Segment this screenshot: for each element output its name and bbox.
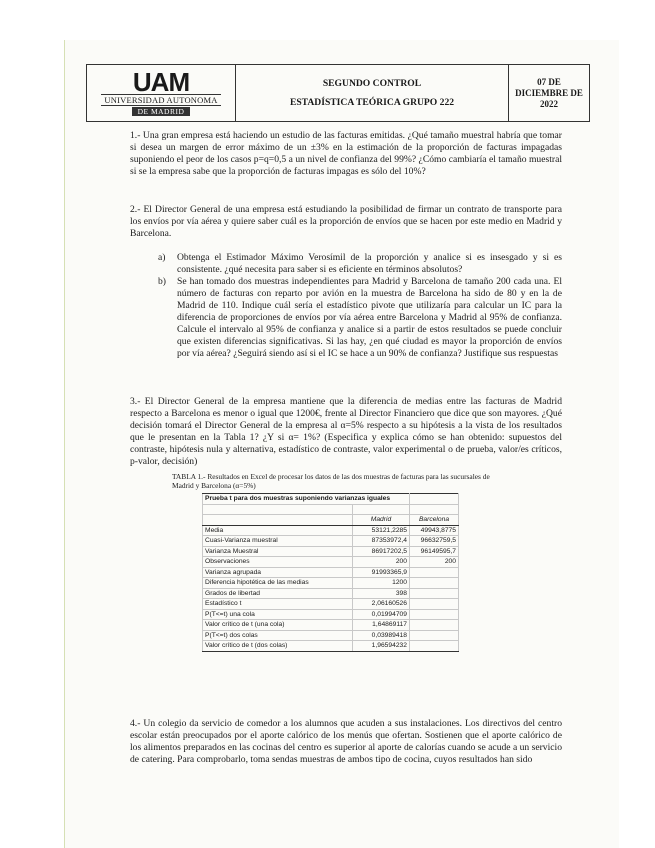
row-label: Grados de libertad bbox=[203, 588, 353, 599]
barcelona-value bbox=[410, 588, 459, 599]
barcelona-value: 49943,8775 bbox=[410, 525, 459, 536]
madrid-value: 53121,2285 bbox=[353, 525, 410, 536]
question-1 bbox=[130, 130, 562, 178]
column-header-barcelona: Barcelona bbox=[410, 515, 459, 526]
table-row bbox=[203, 641, 459, 652]
madrid-value: 200 bbox=[353, 557, 410, 568]
row-label: P(T<=t) una cola bbox=[203, 609, 353, 620]
barcelona-value bbox=[410, 599, 459, 610]
table-row bbox=[203, 599, 459, 610]
t-test-table bbox=[202, 493, 459, 652]
table-row bbox=[203, 588, 459, 599]
question-2a-text: Obtenga el Estimador Máximo Verosímil de la proporción y analice si es insesgado y si es consistente. ¿qué necesita para saber si es eficiente en términos absolutos? bbox=[177, 252, 562, 275]
question-4-text: 4.- Un colegio da servicio de comedor a los alumnos que acuden a sus instalaciones. Los directivos del centro escolar están preocupados por el aporte calórico de los menús que ofertan. Sostienen que el aporte calórico de los alimentos preparados en las cocinas del centro es superior al aporte de calorías cuando se acude a un servicio de catering. Para comprobarlo, toma sendas muestras de ambos tipo de cocina, cuyos resultados han sido bbox=[130, 718, 562, 765]
question-3 bbox=[130, 396, 562, 468]
row-label: Diferencia hipotética de las medias bbox=[203, 578, 353, 589]
table-caption: TABLA 1.- Resultados en Excel de procesar los datos de las dos muestras de facturas para las sucursales de Madrid y Barcelona (α=5%) bbox=[172, 472, 490, 490]
university-logo bbox=[87, 65, 236, 121]
madrid-value: 398 bbox=[353, 588, 410, 599]
table-row bbox=[203, 567, 459, 578]
madrid-value: 2,06160526 bbox=[353, 599, 410, 610]
madrid-value: 91993365,9 bbox=[353, 567, 410, 578]
date-line1: 07 DE bbox=[537, 76, 561, 87]
table-blank-cell bbox=[353, 504, 410, 515]
table-row bbox=[203, 578, 459, 589]
barcelona-value: 96149595,7 bbox=[410, 546, 459, 557]
barcelona-value: 200 bbox=[410, 557, 459, 568]
madrid-value: 1,96594232 bbox=[353, 641, 410, 652]
barcelona-value bbox=[410, 620, 459, 631]
uam-logo-mark: UAM bbox=[132, 66, 190, 97]
row-label: Media bbox=[203, 525, 353, 536]
row-label: Varianza Muestral bbox=[203, 546, 353, 557]
barcelona-value bbox=[410, 641, 459, 652]
table-row bbox=[203, 620, 459, 631]
question-2b bbox=[158, 276, 562, 360]
university-name: UNIVERSIDAD AUTONOMA bbox=[101, 94, 220, 106]
question-1-text: 1.- Una gran empresa está haciendo un estudio de las facturas emitidas. ¿Qué tamaño muestral habría que tomar si desea un margen de error máximo de un ±3% en la estimación de la proporción de facturas impagadas suponiendo el peor de los casos p=q=0,5 a un nivel de confianza del 99%? ¿Cómo cambiaría el tamaño muestral si se la empresa sabe que la proporción de facturas impagas es sólo del 10%? bbox=[130, 130, 562, 177]
madrid-value: 1,64869117 bbox=[353, 620, 410, 631]
table-row bbox=[203, 536, 459, 547]
row-label: P(T<=t) dos colas bbox=[203, 630, 353, 641]
question-2-intro bbox=[130, 204, 562, 240]
madrid-value: 87353972,4 bbox=[353, 536, 410, 547]
row-label: Estadístico t bbox=[203, 599, 353, 610]
question-4 bbox=[130, 718, 562, 766]
table-row bbox=[203, 609, 459, 620]
row-label: Varianza agrupada bbox=[203, 567, 353, 578]
table-title: Prueba t para dos muestras suponiendo varianzas iguales bbox=[203, 494, 410, 505]
question-2-intro-text: 2.- El Director General de una empresa está estudiando la posibilidad de firmar un contrato de transporte para los envíos por vía aérea y quiere saber cuál es la proporción de envíos que se hacen por este medio en Madrid y Barcelona. bbox=[130, 204, 562, 239]
question-2b-label: b) bbox=[158, 276, 166, 287]
madrid-value: 0,01994709 bbox=[353, 609, 410, 620]
barcelona-value bbox=[410, 630, 459, 641]
row-label: Valor crítico de t (dos colas) bbox=[203, 641, 353, 652]
row-label: Valor crítico de t (una cola) bbox=[203, 620, 353, 631]
madrid-value: 86917202,5 bbox=[353, 546, 410, 557]
question-2a bbox=[158, 252, 562, 276]
barcelona-value: 96632759,5 bbox=[410, 536, 459, 547]
date-line2: DICIEMBRE DE bbox=[515, 87, 583, 98]
barcelona-value bbox=[410, 609, 459, 620]
exam-date bbox=[509, 65, 589, 121]
table-row bbox=[203, 546, 459, 557]
row-label: Observaciones bbox=[203, 557, 353, 568]
table-row bbox=[203, 630, 459, 641]
table-row bbox=[203, 557, 459, 568]
question-2a-label: a) bbox=[158, 252, 166, 263]
table-title-spacer bbox=[410, 494, 459, 505]
barcelona-value bbox=[410, 567, 459, 578]
exam-title bbox=[236, 65, 509, 121]
question-3-text: 3.- El Director General de la empresa mantiene que la diferencia de medias entre las facturas de Madrid respecto a Barcelona es menor o igual que 1200€, frente al Director Financiero que dice que son mayores. ¿Qué decisión tomará el Director General de la empresa al α=5% respecto a su hipótesis a la vista de los resultados que le presentan en la Tabla 1? ¿Y si α= 1%? (Especifica y explica cómo se han obtenido: supuestos del contraste, hipótesis nula y alternativa, estadístico de contraste, valor experimental o de prueba, valor/es críticos, p-valor, decisión) bbox=[130, 396, 562, 467]
row-label: Cuasi-Varianza muestral bbox=[203, 536, 353, 547]
table-header-blank bbox=[203, 515, 353, 526]
madrid-value: 1200 bbox=[353, 578, 410, 589]
column-header-madrid: Madrid bbox=[353, 515, 410, 526]
madrid-value: 0,03989418 bbox=[353, 630, 410, 641]
barcelona-value bbox=[410, 578, 459, 589]
exam-header bbox=[86, 64, 590, 122]
date-line3: 2022 bbox=[540, 98, 558, 109]
table-row bbox=[203, 525, 459, 536]
exam-title-line2: ESTADÍSTICA TEÓRICA GRUPO 222 bbox=[289, 97, 455, 108]
question-2b-text: Se han tomado dos muestras independientes para Madrid y Barcelona de tamaño 200 cada una. El número de facturas con reparto por avión en la muestra de Barcelona ha sido de 80 y en la de Madrid de 110. Indique cuál sería el estadístico pivote que utilizaría para calcular un IC para la diferencia de proporciones de envíos por vía aérea entre Barcelona y Madrid al 95% de confianza. Calcule el intervalo al 95% de confianza y analice si a partir de estos resultados se puede concluir que existen diferencias significativas. Si las hay, ¿en qué ciudad es mayor la proporción de envíos por vía aérea? ¿Seguirá siendo así si el IC se hace a un 90% de confianza? Justifique sus respuestas bbox=[177, 276, 562, 359]
university-city: DE MADRID bbox=[132, 107, 191, 116]
table-blank-row bbox=[203, 504, 353, 515]
table-blank-cell bbox=[410, 504, 459, 515]
exam-title-line1: SEGUNDO CONTROL bbox=[322, 78, 422, 89]
